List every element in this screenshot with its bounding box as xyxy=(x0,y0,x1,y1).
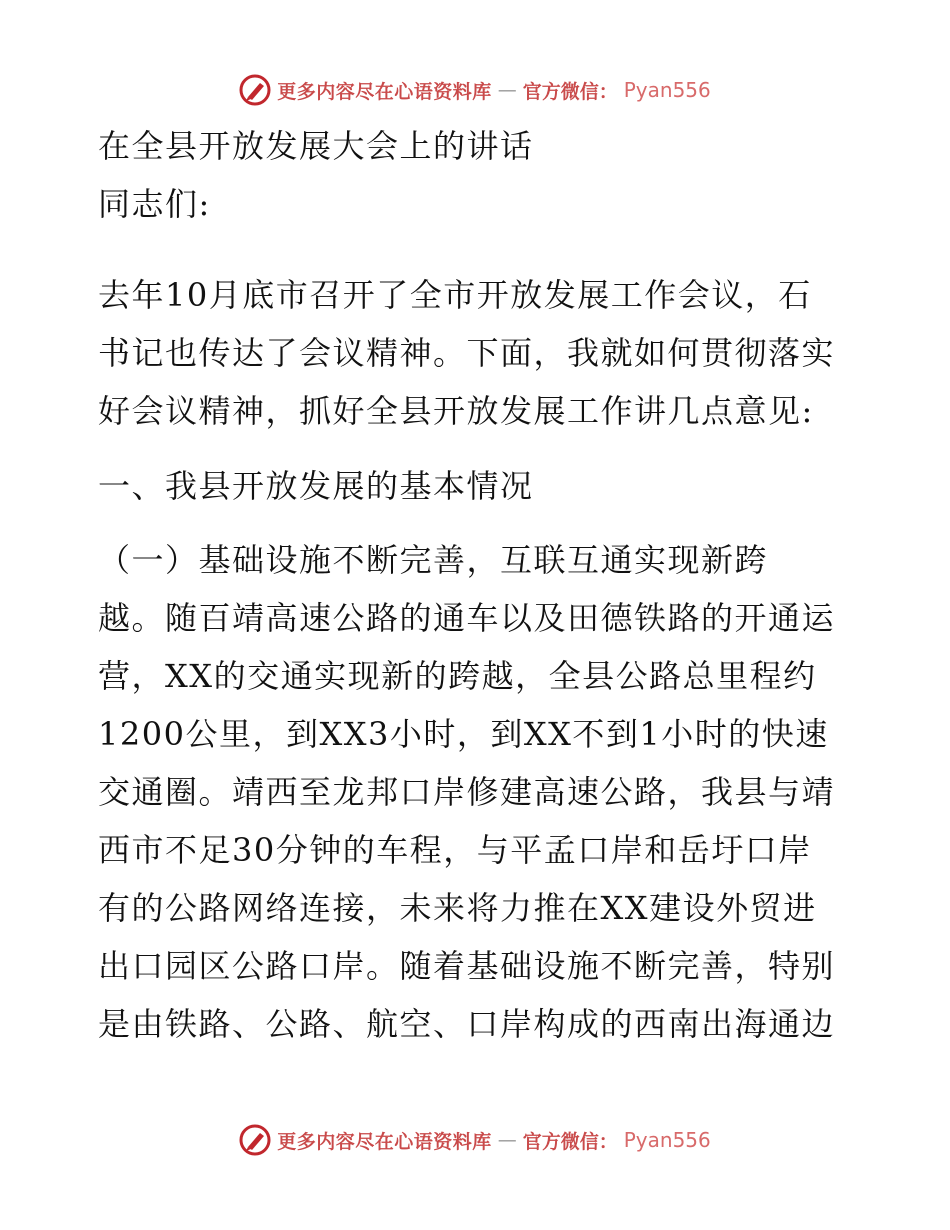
watermark-wechat-id: Pyan556 xyxy=(623,78,711,102)
paragraph-line: 西市不足30分钟的车程，与平孟口岸和岳圩口岸 xyxy=(98,831,812,869)
watermark-text: 更多内容尽在心语资料库 xyxy=(277,1130,492,1153)
header-watermark xyxy=(0,73,950,107)
paragraph-line: 越。随百靖高速公路的通车以及田德铁路的开通运 xyxy=(98,599,836,637)
watermark-text: 更多内容尽在心语资料库 xyxy=(277,80,492,103)
subsection-heading: （一）基础设施不断完善，互联互通实现新跨 xyxy=(98,541,769,579)
watermark-wechat-label: 官方微信： xyxy=(522,1130,618,1153)
watermark-wechat-id: Pyan556 xyxy=(623,1128,711,1152)
paragraph-line: 书记也传达了会议精神。下面，我就如何贯彻落实 xyxy=(98,334,836,372)
pen-logo-icon xyxy=(239,1124,271,1156)
section-heading: 一、我县开放发展的基本情况 xyxy=(98,467,534,505)
paragraph-line: 交通圈。靖西至龙邦口岸修建高速公路，我县与靖 xyxy=(98,773,836,811)
watermark-dash: — xyxy=(497,79,517,101)
paragraph-line: 是由铁路、公路、航空、口岸构成的西南出海通边 xyxy=(98,1005,836,1043)
paragraph-line: 好会议精神，抓好全县开放发展工作讲几点意见: xyxy=(98,392,814,430)
footer-watermark xyxy=(0,1123,950,1157)
paragraph-line: 1200公里，到XX3小时，到XX不到1小时的快速 xyxy=(98,715,829,753)
salutation: 同志们: xyxy=(98,185,211,223)
paragraph-line: 出口园区公路口岸。随着基础设施不断完善，特别 xyxy=(98,947,836,985)
paragraph-line: 有的公路网络连接，未来将力推在XX建设外贸进 xyxy=(98,889,817,927)
watermark-wechat-label: 官方微信： xyxy=(522,80,618,103)
paragraph-line: 去年10月底市召开了全市开放发展工作会议，石 xyxy=(98,276,812,314)
pen-logo-icon xyxy=(239,74,271,106)
document-title: 在全县开放发展大会上的讲话 xyxy=(98,127,534,165)
paragraph-line: 营，XX的交通实现新的跨越，全县公路总里程约 xyxy=(98,657,817,695)
watermark-dash: — xyxy=(497,1129,517,1151)
